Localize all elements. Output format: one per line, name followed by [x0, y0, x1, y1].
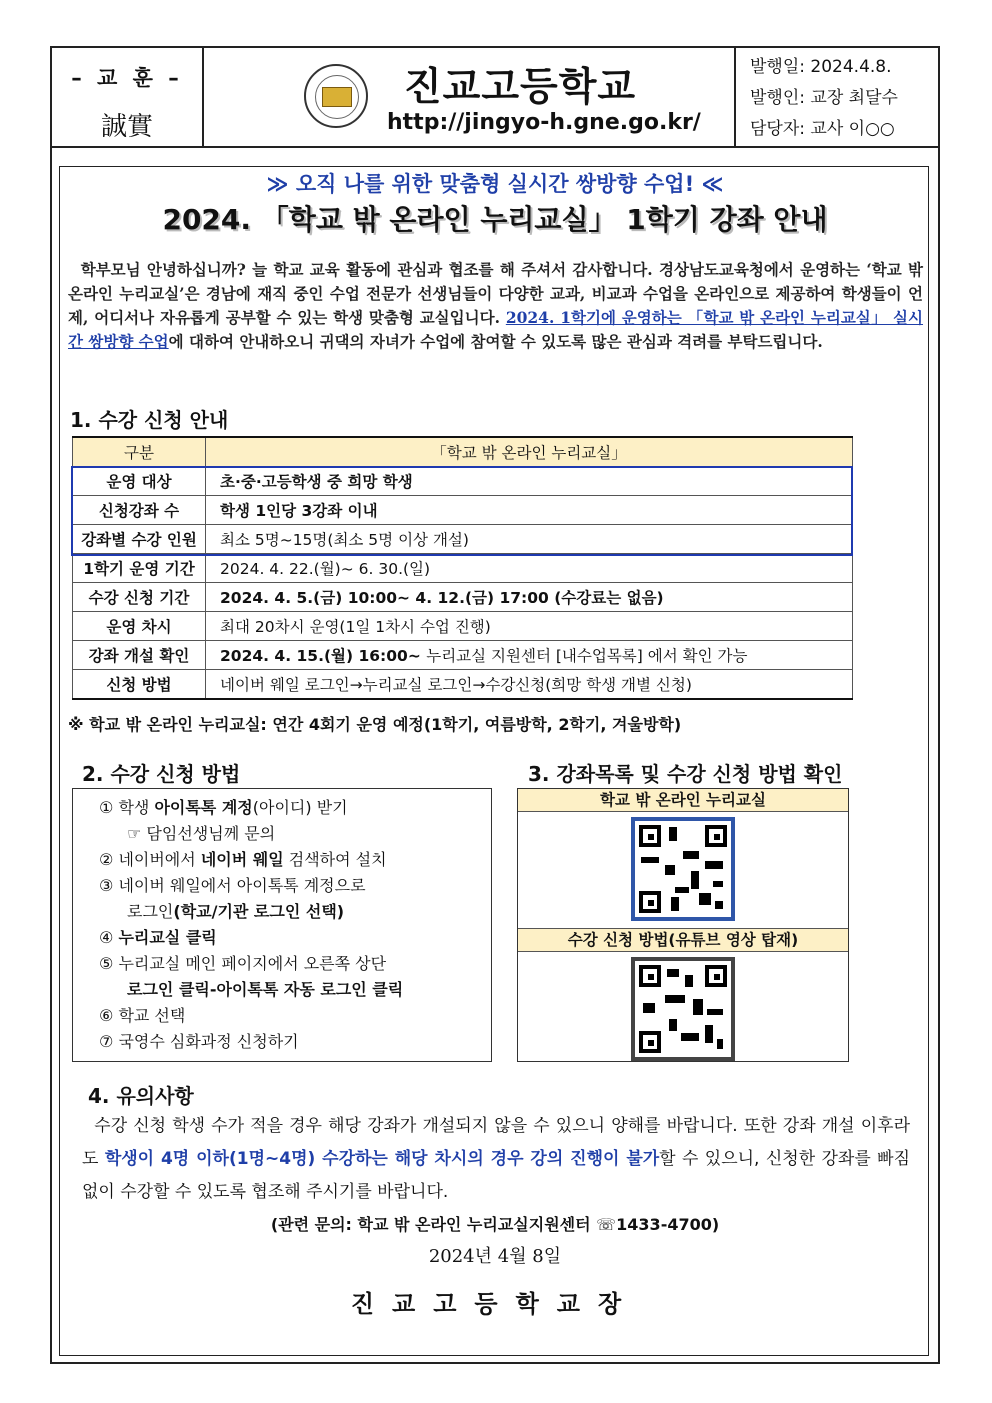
list-item: ⑥ 학교 선택 — [99, 1006, 186, 1025]
intro-text-2: 에 대하여 안내하오니 귀댁의 자녀가 수업에 참여할 수 있도록 많은 관심과 격려를 부탁드립니다. — [168, 332, 823, 351]
contact-info: (관련 문의: 학교 밖 온라인 누리교실지원센터 ☏1433-4700) — [270, 1215, 720, 1234]
table-row — [73, 612, 853, 641]
caution-paragraph: 수강 신청 학생 수가 적을 경우 해당 강좌가 개설되지 않을 수 있으니 양해를 바랍니다. 또한 강좌 개설 이후라도 학생이 4명 이하(1명~4명) 수강하는 해당 차시의 경우 강의 진행이 불가할 수 있으니, 신청한 강좌를 빠짐없이 수강할 수 있도록 협조해 주시기를 바랍니다. — [82, 1116, 910, 1202]
qr2-caption: 수강 신청 방법(유튜브 영상 탑재) — [518, 928, 848, 952]
list-item: ⑤ 누리교실 메인 페이지에서 오른쪽 상단 — [99, 954, 387, 973]
row-value-bold: 2024. 4. 15.(월) 16:00~ — [220, 647, 427, 665]
principal-signature: 진교고등학교장 — [350, 1289, 640, 1318]
header-divider — [52, 146, 938, 148]
list-item: ② 네이버에서 네이버 웨일 검색하여 설치 — [99, 850, 387, 869]
row-value: 최대 20차시 운영(1일 1차시 수업 진행) — [206, 612, 853, 641]
school-motto — [52, 48, 204, 146]
list-item: ③ 네이버 웨일에서 아이톡톡 계정으로 — [99, 876, 366, 895]
publisher: 발행인: 교장 최달수 — [750, 88, 898, 108]
table-header-row — [73, 437, 853, 467]
section1-heading: 1. 수강 신청 안내 — [70, 408, 229, 432]
row-key: 강좌 개설 확인 — [73, 641, 206, 670]
school-name: 진교고등학교 — [404, 65, 637, 110]
steps-box — [72, 788, 492, 1062]
intro-highlight: 2024. 1학기에 운영하는 「학교 밖 온라인 누리교실」 실시간 쌍방향 수업 — [68, 308, 923, 351]
issue-date: 발행일: 2024.4.8. — [750, 57, 892, 77]
row-key: 신청강좌 수 — [73, 496, 206, 525]
letter-header — [52, 48, 938, 148]
table-header-cell: 「학교 밖 온라인 누리교실」 — [206, 437, 853, 467]
row-key: 1학기 운영 기간 — [73, 554, 206, 583]
list-item: 로그인 클릭-아이톡톡 자동 로그인 클릭 — [127, 980, 404, 999]
row-value — [206, 641, 853, 670]
table-row — [73, 583, 853, 612]
row-value: 2024. 4. 5.(금) 10:00~ 4. 12.(금) 17:00 (수강료는 없음) — [206, 583, 853, 612]
table-row — [73, 641, 853, 670]
subtitle: ≫ 오직 나를 위한 맞춤형 실시간 쌍방향 수업! ≪ — [266, 172, 724, 196]
list-item: ④ 누리교실 클릭 — [99, 928, 217, 947]
document-frame — [50, 46, 940, 1364]
table-row — [73, 467, 853, 496]
list-item: ☞ 담임선생님께 문의 — [127, 824, 276, 843]
qr1-caption: 학교 밖 온라인 누리교실 — [518, 789, 848, 812]
letter-date: 2024년 4월 8일 — [428, 1246, 562, 1267]
annual-note: ※ 학교 밖 온라인 누리교실: 연간 4회기 운영 예정(1학기, 여름방학, 2학기, 겨울방학) — [68, 715, 682, 734]
school-url-link[interactable]: http://jingyo-h.gne.go.kr/ — [387, 110, 701, 135]
row-key: 강좌별 수강 인원 — [73, 525, 206, 554]
row-value: 2024. 4. 22.(월)~ 6. 30.(일) — [206, 554, 853, 583]
table-row — [73, 525, 853, 554]
table-row — [73, 670, 853, 700]
section4-heading: 4. 유의사항 — [88, 1084, 194, 1108]
caution-highlight: 학생이 4명 이하(1명~4명) 수강하는 해당 차시의 경우 강의 진행이 불가 — [104, 1149, 660, 1169]
row-value-rest: 누리교실 지원센터 [내수업목록] 에서 확인 가능 — [426, 647, 748, 665]
table-header-cell: 구분 — [73, 437, 206, 467]
qr-box — [517, 788, 849, 1062]
list-item: ① 학생 아이톡톡 계정(아이디) 받기 — [99, 798, 348, 817]
list-item: ⑦ 국영수 심화과정 신청하기 — [99, 1032, 299, 1051]
school-title-block — [204, 48, 736, 146]
table-row — [73, 554, 853, 583]
row-key: 신청 방법 — [73, 670, 206, 700]
row-key: 운영 대상 — [73, 467, 206, 496]
intro-paragraph — [68, 258, 923, 354]
motto-title: – 교 훈 – — [71, 66, 183, 90]
row-value: 최소 5명~15명(최소 5명 이상 개설) — [206, 525, 853, 554]
row-value: 네이버 웨일 로그인→누리교실 로그인→수강신청(희망 학생 개별 신청) — [206, 670, 853, 700]
issue-info — [736, 48, 938, 146]
row-key: 수강 신청 기간 — [73, 583, 206, 612]
table-row — [73, 496, 853, 525]
school-emblem-icon — [304, 64, 368, 128]
section2-heading: 2. 수강 신청 방법 — [82, 762, 241, 786]
page-title: 2024. 「학교 밖 온라인 누리교실」 1학기 강좌 안내 — [162, 203, 828, 236]
manager: 담당자: 교사 이○○ — [750, 119, 895, 139]
section3-heading: 3. 강좌목록 및 수강 신청 방법 확인 — [528, 762, 843, 786]
enrollment-table — [72, 436, 853, 700]
qr-code-icon[interactable] — [631, 957, 735, 1061]
list-item: 로그인(학교/기관 로그인 선택) — [127, 902, 345, 921]
motto-text: 誠實 — [100, 112, 153, 142]
row-key: 운영 차시 — [73, 612, 206, 641]
row-value: 학생 1인당 3강좌 이내 — [206, 496, 853, 525]
row-value: 초·중·고등학생 중 희망 학생 — [206, 467, 853, 496]
intro-text-1: 학부모님 안녕하십니까? 늘 학교 교육 활동에 관심과 협조를 해 주셔서 감사합니다. 경상남도교육청에서 운영하는 ‘학교 밖 온라인 누리교실’은 경남에 재직 중인 수업 전문가 선생님들이 다양한 교과, 비교과 수업을 온라인으로 제공하여 학생들이 언제, 어디서나 자유롭게 공부할 수 있는 학생 맞춤형 교실입니다. — [68, 260, 923, 327]
qr-code-icon[interactable] — [631, 817, 735, 921]
